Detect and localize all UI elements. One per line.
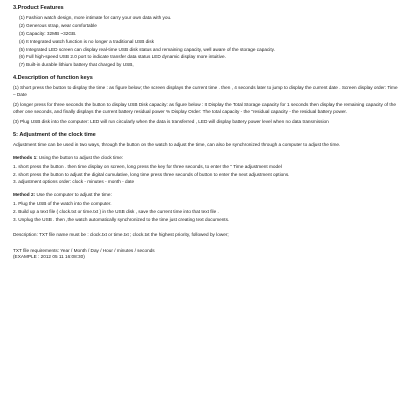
product-features-section (13, 5, 400, 69)
txt-example: (EXAMPLE : 2012 05 11 16:08:30) (13, 254, 85, 260)
method2-step: 1. Plug the USB of the watch into the computer. (13, 201, 112, 207)
feature-item: (4) It Integrated watch function is no longer a traditional USB disk (19, 38, 154, 44)
product-features-heading: 3.Product Features (13, 5, 64, 11)
function-keys-heading: 4.Description of function keys (13, 74, 93, 81)
method2-step: 2. Build up a text file ( clock.txt or time.txt ) in the USB disk , save the current time into that text file . (13, 209, 219, 215)
method1-heading (13, 155, 400, 162)
feature-item: (2) Generous strap, wear comfortable (19, 22, 97, 28)
txt-requirements: TXT file requirements: Year / Month / Day / Hour / minutes / seconds (13, 247, 155, 253)
method1-step: 3. adjustment options order: clock - minutes - month - date (13, 179, 135, 185)
feature-list (13, 15, 400, 69)
method1-label: Methods 1 (13, 154, 37, 160)
method1-step: 2. short press the button to adjust the digital cumulative, long time press three seconds of button to enter the next adjustment options. (13, 171, 290, 177)
method2-text: Use the computer to adjust the time: (35, 191, 112, 197)
clock-adjust-intro: Adjustment time can be used in two ways, through the button on the watch to adjust the time, can also be synchronized through a computer to adjust the time. (13, 141, 341, 147)
function-key-paragraph: (1) Short press the button to display the time : as figure below; the screen displays the current time . then , 4 seconds later to jump to display the current date . Screen display order: Time – Date (13, 84, 398, 97)
function-key-paragraph: (2) longer press for three seconds the button to display USB Disk capacity: as figure below : It Display the Total Storage capacity for 1 seconds then display the remaining capacity of the other one seconds, and finally displays the current battery residual power % Display Order: The total capacity - the "residual capacity - the residual battery power. (13, 102, 396, 114)
method2-steps (13, 201, 400, 223)
feature-item: (5) Integrated LED screen can display real-time USB disk status and remaining capacity, well aware of the storage capacity. (19, 46, 275, 52)
clock-adjust-heading: 5: Adjustment of the clock time (13, 131, 96, 138)
method1-steps (13, 164, 400, 186)
method2-heading (13, 192, 400, 199)
method1-step: 1. short press the button . then time display on screen, long press the key for three seconds, to enter the " Time adjustment model (13, 164, 282, 170)
feature-item: (1) Fashion watch design, more intimate for carry your own data with you. (19, 15, 172, 20)
clock-adjust-section (13, 132, 400, 261)
feature-item: (3) Capacity: 32MB ~32GB. (19, 30, 77, 36)
feature-item: (7) Built-in durable lithium battery that charged by USB, (19, 62, 134, 68)
txt-description: Description: TXT file name must be : clock.txt or time.txt ; clock.txt the highest priority, followed by lower; (13, 232, 229, 238)
method1-text: : Using the button to adjust the clock time: (36, 154, 124, 160)
method2-step: 3. Unplug the USB . then ,the watch automatically synchronized to the time just creating text documents. (13, 216, 230, 222)
function-key-paragraph: (3) Plug USB disk into the computer: LED will run circularly when the data is transferred , LED will display battery power level when no data transmission (13, 119, 329, 125)
method2-label: Method 2: (13, 191, 36, 197)
feature-item: (6) Full high-speed USB 2.0 port to indicate transfer data status LED dynamic display more intuitive. (19, 54, 226, 60)
function-keys-section (13, 75, 400, 126)
